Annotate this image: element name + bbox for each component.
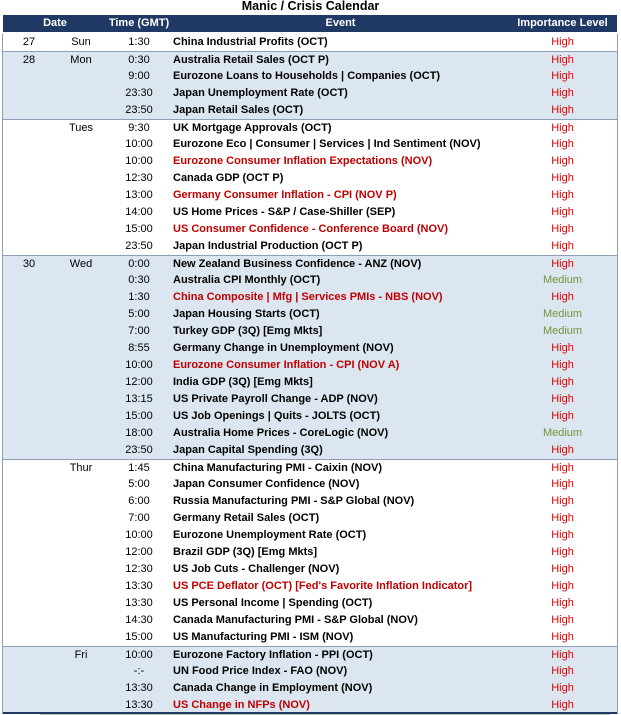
importance-cell: High [551, 70, 574, 82]
event-cell: Japan Housing Starts (OCT) [173, 308, 320, 320]
time-cell: 10:00 [125, 529, 153, 541]
time-cell: 5:00 [128, 478, 150, 490]
time-cell: 12:30 [125, 563, 153, 575]
time-cell: 23:50 [125, 104, 153, 116]
weekday-cell: Sun [71, 36, 91, 48]
event-cell: Eurozone Consumer Inflation Expectations (NOV) [173, 155, 433, 167]
importance-cell: High [551, 240, 574, 252]
time-cell: 12:00 [125, 376, 153, 388]
importance-cell: High [551, 359, 574, 371]
time-cell: 0:00 [128, 258, 150, 270]
time-cell: 15:00 [125, 410, 153, 422]
table-row [3, 544, 617, 561]
time-cell: 10:00 [125, 155, 153, 167]
importance-cell: High [551, 512, 574, 524]
time-cell: 15:00 [125, 223, 153, 235]
importance-cell: High [551, 138, 574, 150]
time-cell: 9:30 [128, 122, 150, 134]
event-cell: Japan Consumer Confidence (NOV) [173, 478, 360, 490]
event-cell: US Change in NFPs (NOV) [173, 699, 310, 711]
importance-cell: High [551, 649, 574, 661]
time-cell: 23:50 [125, 444, 153, 456]
time-cell: 13:00 [125, 189, 153, 201]
weekday-cell: Wed [69, 258, 93, 270]
importance-cell: High [551, 206, 574, 218]
importance-cell: High [551, 155, 574, 167]
event-cell: Japan Retail Sales (OCT) [173, 104, 304, 116]
time-cell: 23:30 [125, 87, 153, 99]
event-cell: UN Food Price Index - FAO (NOV) [173, 665, 348, 677]
event-cell: China Industrial Profits (OCT) [173, 36, 328, 48]
event-cell: Eurozone Unemployment Rate (OCT) [173, 529, 367, 541]
time-cell: 7:00 [128, 512, 150, 524]
time-cell: 1:30 [128, 291, 150, 303]
day-cell: 27 [22, 36, 36, 48]
table-row [3, 68, 617, 85]
importance-cell: High [551, 54, 574, 66]
table-row [3, 442, 617, 459]
importance-cell: High [551, 87, 574, 99]
importance-cell: High [551, 410, 574, 422]
time-cell: 14:30 [125, 614, 153, 626]
importance-cell: High [551, 342, 574, 354]
table-row [3, 306, 617, 323]
event-cell: US Home Prices - S&P / Case-Shiller (SEP) [173, 206, 396, 218]
calendar-table [3, 34, 617, 714]
weekday-cell: Thur [69, 462, 93, 474]
table-row [3, 340, 617, 357]
time-cell: 13:15 [125, 393, 153, 405]
importance-cell: High [551, 462, 574, 474]
table-row [3, 425, 617, 442]
day-cell: 28 [22, 54, 36, 66]
event-cell: China Manufacturing PMI - Caixin (NOV) [173, 462, 383, 474]
importance-cell: High [551, 597, 574, 609]
table-row [3, 119, 617, 136]
event-cell: US PCE Deflator (OCT) [Fed's Favorite Inflation Indicator] [173, 580, 473, 592]
time-cell: 13:30 [125, 682, 153, 694]
importance-cell: High [551, 631, 574, 643]
importance-cell: Medium [542, 427, 583, 439]
table-row [3, 680, 617, 697]
table-row [3, 51, 617, 68]
table-row [3, 272, 617, 289]
importance-cell: High [551, 393, 574, 405]
event-cell: Russia Manufacturing PMI - S&P Global (NOV) [173, 495, 415, 507]
header-time: Time (GMT) [108, 17, 170, 29]
event-cell: Eurozone Eco | Consumer | Services | Ind Sentiment (NOV) [173, 138, 481, 150]
table-row [3, 612, 617, 629]
event-cell: Canada Change in Employment (NOV) [173, 682, 373, 694]
table-row [3, 391, 617, 408]
importance-cell: High [551, 376, 574, 388]
weekday-cell: Tues [68, 122, 94, 134]
event-cell: Eurozone Factory Inflation - PPI (OCT) [173, 649, 373, 661]
event-cell: Brazil GDP (3Q) [Emg Mkts] [173, 546, 318, 558]
table-row [3, 510, 617, 527]
header-importance: Importance Level [517, 17, 608, 29]
table-row [3, 578, 617, 595]
day-cell: 30 [22, 258, 36, 270]
time-cell: 10:00 [125, 359, 153, 371]
time-cell: 15:00 [125, 631, 153, 643]
event-cell: Australia CPI Monthly (OCT) [173, 274, 321, 286]
event-cell: Germany Consumer Inflation - CPI (NOV P) [173, 189, 397, 201]
table-row [3, 629, 617, 646]
time-cell: 7:00 [128, 325, 150, 337]
event-cell: Canada GDP (OCT P) [173, 172, 284, 184]
time-cell: 0:30 [128, 274, 150, 286]
time-cell: 8:55 [128, 342, 150, 354]
importance-cell: High [551, 223, 574, 235]
event-cell: US Job Openings | Quits - JOLTS (OCT) [173, 410, 380, 422]
table-row [3, 561, 617, 578]
importance-cell: High [551, 699, 574, 711]
header-event: Event [325, 17, 356, 29]
table-row [3, 408, 617, 425]
time-cell: 12:30 [125, 172, 153, 184]
event-cell: Turkey GDP (3Q) [Emg Mkts] [173, 325, 323, 337]
time-cell: 1:30 [128, 36, 150, 48]
importance-cell: High [551, 614, 574, 626]
importance-cell: High [551, 258, 574, 270]
importance-cell: High [551, 495, 574, 507]
event-cell: China Composite | Mfg | Services PMIs - NBS (NOV) [173, 291, 443, 303]
table-row [3, 187, 617, 204]
table-row [3, 357, 617, 374]
weekday-cell: Mon [70, 54, 92, 66]
event-cell: Eurozone Consumer Inflation - CPI (NOV A) [173, 359, 400, 371]
time-cell: 18:00 [125, 427, 153, 439]
importance-cell: High [551, 104, 574, 116]
table-row [3, 34, 617, 51]
time-cell: 1:45 [128, 462, 150, 474]
event-cell: Japan Capital Spending (3Q) [173, 444, 323, 456]
event-cell: New Zealand Business Confidence - ANZ (NOV) [173, 258, 422, 270]
importance-cell: Medium [542, 325, 583, 337]
importance-cell: High [551, 291, 574, 303]
importance-cell: High [551, 665, 574, 677]
table-row [3, 459, 617, 476]
time-cell: 13:30 [125, 580, 153, 592]
table-row [3, 221, 617, 238]
time-cell: 10:00 [125, 649, 153, 661]
importance-cell: High [551, 189, 574, 201]
calendar-title: Manic / Crisis Calendar [241, 0, 380, 13]
table-row [3, 136, 617, 153]
importance-cell: Medium [542, 308, 583, 320]
table-row [3, 646, 617, 663]
weekday-cell: Fri [74, 649, 88, 661]
importance-cell: High [551, 682, 574, 694]
event-cell: US Job Cuts - Challenger (NOV) [173, 563, 340, 575]
event-cell: Australia Retail Sales (OCT P) [173, 54, 329, 66]
event-cell: US Personal Income | Spending (OCT) [173, 597, 373, 609]
time-cell: -:- [133, 665, 145, 677]
event-cell: Germany Change in Unemployment (NOV) [173, 342, 394, 354]
table-row [3, 323, 617, 340]
header-date: Date [43, 17, 67, 29]
importance-cell: High [551, 529, 574, 541]
table-row [3, 238, 617, 255]
table-row [3, 170, 617, 187]
time-cell: 10:00 [125, 138, 153, 150]
event-cell: Eurozone Loans to Households | Companies (OCT) [173, 70, 441, 82]
table-row [3, 374, 617, 391]
table-row [3, 102, 617, 119]
time-cell: 5:00 [128, 308, 150, 320]
importance-cell: High [551, 580, 574, 592]
event-cell: US Manufacturing PMI - ISM (NOV) [173, 631, 354, 643]
event-cell: Australia Home Prices - CoreLogic (NOV) [173, 427, 389, 439]
time-cell: 13:30 [125, 699, 153, 711]
event-cell: India GDP (3Q) [Emg Mkts] [173, 376, 313, 388]
table-row [3, 289, 617, 306]
importance-cell: High [551, 546, 574, 558]
table-row [3, 476, 617, 493]
event-cell: UK Mortgage Approvals (OCT) [173, 122, 332, 134]
table-bottom-border [3, 712, 617, 714]
time-cell: 0:30 [128, 54, 150, 66]
table-row [3, 663, 617, 680]
importance-cell: High [551, 478, 574, 490]
importance-cell: High [551, 122, 574, 134]
time-cell: 12:00 [125, 546, 153, 558]
table-row [3, 493, 617, 510]
table-left-border [2, 34, 3, 714]
table-row [3, 153, 617, 170]
time-cell: 23:50 [125, 240, 153, 252]
time-cell: 13:30 [125, 597, 153, 609]
event-cell: Germany Retail Sales (OCT) [173, 512, 320, 524]
event-cell: Japan Industrial Production (OCT P) [173, 240, 363, 252]
importance-cell: High [551, 444, 574, 456]
importance-cell: High [551, 563, 574, 575]
table-right-border [617, 34, 618, 714]
event-cell: US Private Payroll Change - ADP (NOV) [173, 393, 378, 405]
table-row [3, 85, 617, 102]
time-cell: 14:00 [125, 206, 153, 218]
table-row [3, 204, 617, 221]
importance-cell: Medium [542, 274, 583, 286]
table-row [3, 255, 617, 272]
event-cell: Japan Unemployment Rate (OCT) [173, 87, 348, 99]
event-cell: Canada Manufacturing PMI - S&P Global (NOV) [173, 614, 418, 626]
importance-cell: High [551, 172, 574, 184]
event-cell: US Consumer Confidence - Conference Board (NOV) [173, 223, 449, 235]
time-cell: 6:00 [128, 495, 150, 507]
table-row [3, 527, 617, 544]
table-row [3, 595, 617, 612]
importance-cell: High [551, 36, 574, 48]
time-cell: 9:00 [128, 70, 150, 82]
table-header [3, 15, 617, 32]
